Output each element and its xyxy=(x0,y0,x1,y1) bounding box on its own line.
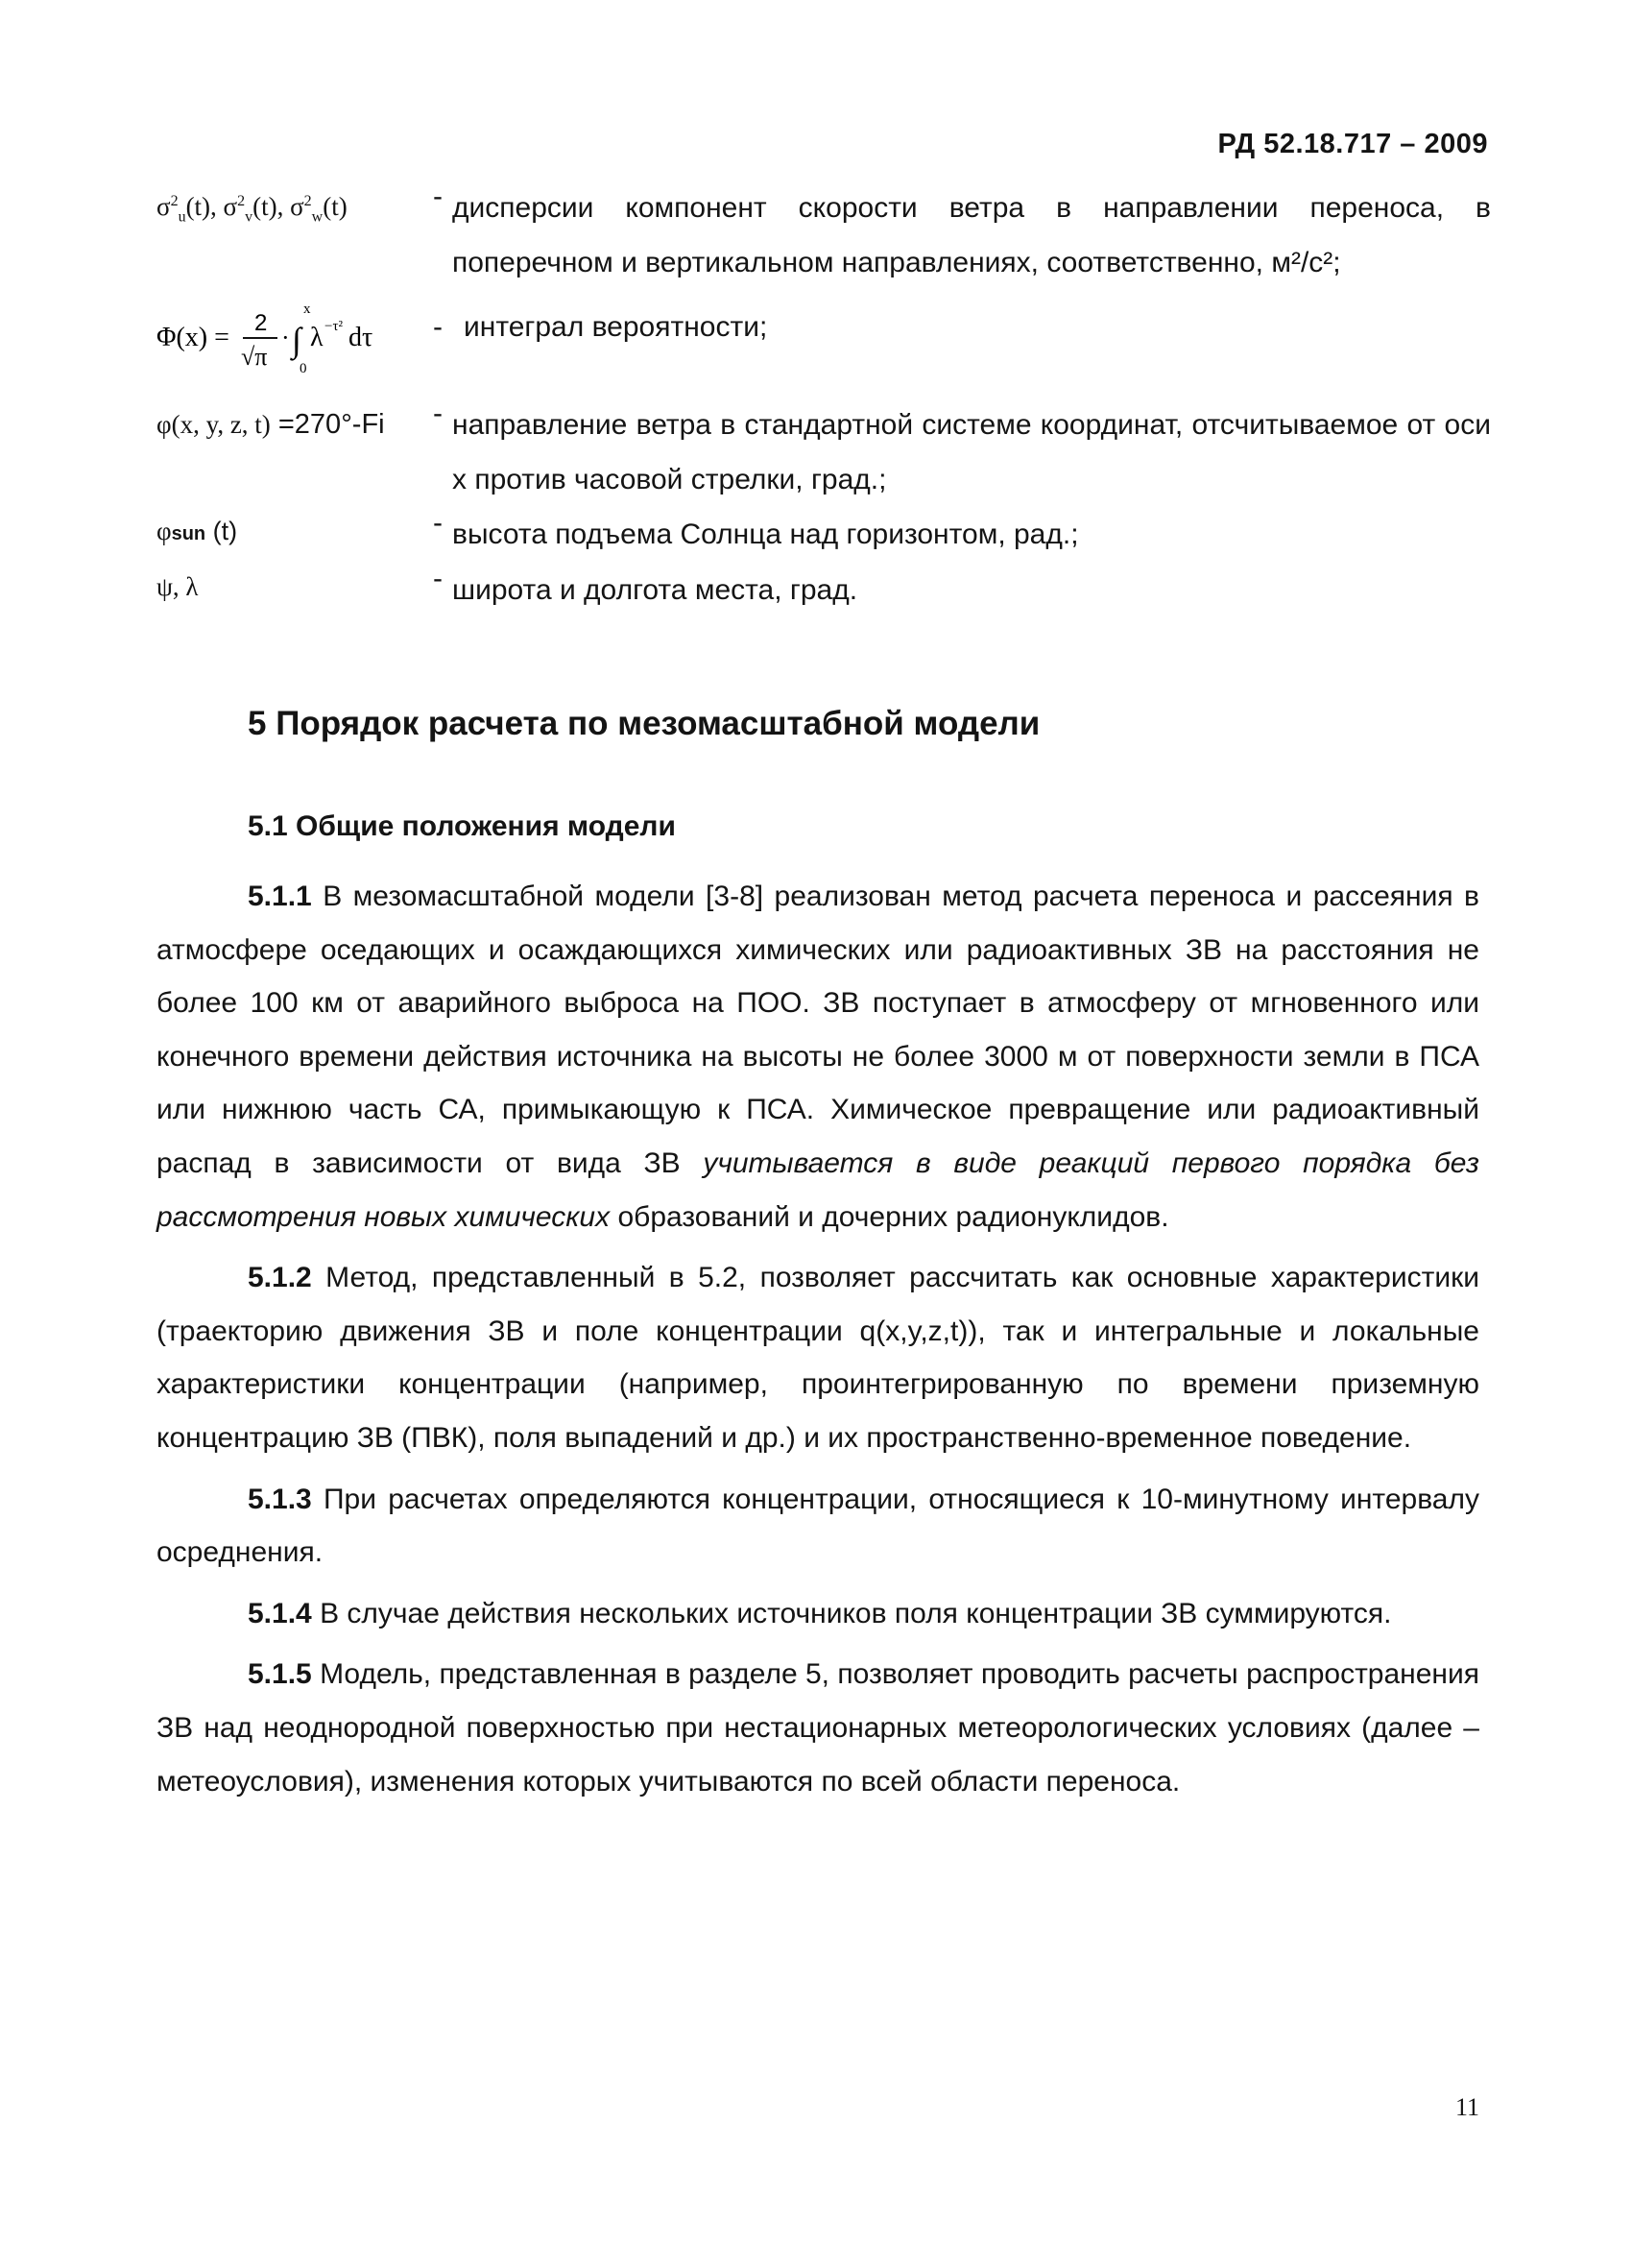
paragraph-5-1-4 xyxy=(156,1587,1479,1641)
definition-symbol: φ(x, y, z, t) =270°-Fi xyxy=(156,409,385,440)
definition-dash: - xyxy=(433,311,443,343)
svg-text:Φ(x) =: Φ(x) = xyxy=(156,323,229,352)
definition-symbol: ψ, λ xyxy=(156,572,199,601)
section-title: 5 Порядок расчета по мезомасштабной модели xyxy=(248,705,1041,742)
definition-symbol xyxy=(156,296,423,383)
page-number: 11 xyxy=(1455,2093,1480,2121)
svg-text:dτ: dτ xyxy=(348,323,373,352)
definition-dash: - xyxy=(433,181,443,212)
probability-integral-formula xyxy=(156,296,416,376)
paragraph-text: Модель, представленная в разделе 5, позволяет проводить расчеты распространения ЗВ над неоднородной поверхностью при нестационарных метеорологических условиях (далее – метеоусловия), изменения которых учитываются по всей области переноса. xyxy=(156,1658,1479,1798)
definition-row xyxy=(156,181,1491,290)
definition-text: интеграл вероятности; xyxy=(464,311,768,343)
svg-text:2: 2 xyxy=(254,310,268,336)
paragraph-italic-text: учитывается в виде реакций первого порядка без рассмотрения новых химических xyxy=(156,1146,1479,1233)
paragraph-number: 5.1.1 xyxy=(248,881,312,912)
paragraph-number: 5.1.2 xyxy=(248,1262,312,1294)
svg-text:0: 0 xyxy=(300,361,307,376)
svg-text:·: · xyxy=(281,324,290,351)
definition-row xyxy=(156,296,1491,396)
document-code-header: РД 52.18.717 – 2009 xyxy=(1217,129,1488,159)
paragraph-number: 5.1.4 xyxy=(248,1597,312,1629)
svg-text:√π: √π xyxy=(241,343,268,371)
paragraph-text: В мезомасштабной модели [3-8] реализован метод расчета переноса и рассеяния в атмосфере оседающих и осаждающихся химических или радиоактивных ЗВ на расстояния не более 100 км от аварийного выброса на ПОО. ЗВ поступает в атмосферу от мгновенного или конечного времени действия источника на высоты не более 3000 м от поверхности земли в ПСА или нижнюю часть СА, примыкающую к ПСА. Химическое превращение или радиоактивный распад в зависимости от вида ЗВ xyxy=(156,881,1479,1179)
definition-row xyxy=(156,563,1491,618)
svg-text:x: x xyxy=(303,302,311,317)
paragraph-number: 5.1.5 xyxy=(248,1658,312,1691)
definition-text: широта и долгота места, град. xyxy=(452,574,858,606)
definition-text: высота подъема Солнца над горизонтом, рад.; xyxy=(452,519,1079,550)
paragraph-tail-text: образований и дочерних радионуклидов. xyxy=(617,1200,1169,1233)
paragraph-text: Метод, представленный в 5.2, позволяет рассчитать как основные характеристики (траекторию движения ЗВ и поле концентрации q(x,y,z,t)), так и интегральные и локальные характеристики концентрации (например, проинтегрированную по времени приземную концентрацию ЗВ (ПВК), поля выпадений и др.) и их пространственно-временное поведение. xyxy=(156,1262,1480,1454)
definition-symbol: φsun (t) xyxy=(156,517,238,545)
symbol-definitions xyxy=(156,181,1491,618)
definition-row xyxy=(156,398,1491,507)
definition-dash: - xyxy=(433,398,443,429)
paragraph-text: При расчетах определяются концентрации, относящиеся к 10-минутному интервалу осреднения. xyxy=(156,1483,1479,1569)
paragraph-text: В случае действия нескольких источников поля концентрации ЗВ суммируются. xyxy=(320,1597,1392,1629)
definition-text: направление ветра в стандартной системе координат, отсчитываемое от оси х против часовой стрелки, град.; xyxy=(452,409,1491,495)
definition-dash: - xyxy=(433,507,443,539)
svg-text:λ: λ xyxy=(310,323,324,352)
paragraph-5-1-3 xyxy=(156,1473,1479,1580)
definition-symbol: $\sigma^2_u(t)$, $\sigma^2_v(t)$, $\sigma^2_w(t)$ xyxy=(156,192,348,226)
svg-text:∫: ∫ xyxy=(292,321,301,359)
definition-dash: - xyxy=(433,563,443,594)
paragraph-number: 5.1.3 xyxy=(248,1483,312,1515)
subsection-title: 5.1 Общие положения модели xyxy=(248,810,676,842)
paragraph-5-1-2 xyxy=(156,1251,1479,1464)
body-text xyxy=(156,870,1479,1816)
paragraph-5-1-5 xyxy=(156,1648,1479,1808)
definition-row xyxy=(156,507,1491,563)
definition-text: дисперсии компонент скорости ветра в направлении переноса, в поперечном и вертикальном направлениях, соответственно, м²/с²; xyxy=(452,192,1491,278)
svg-text:−τ²: −τ² xyxy=(324,319,343,334)
paragraph-5-1-1 xyxy=(156,870,1479,1243)
